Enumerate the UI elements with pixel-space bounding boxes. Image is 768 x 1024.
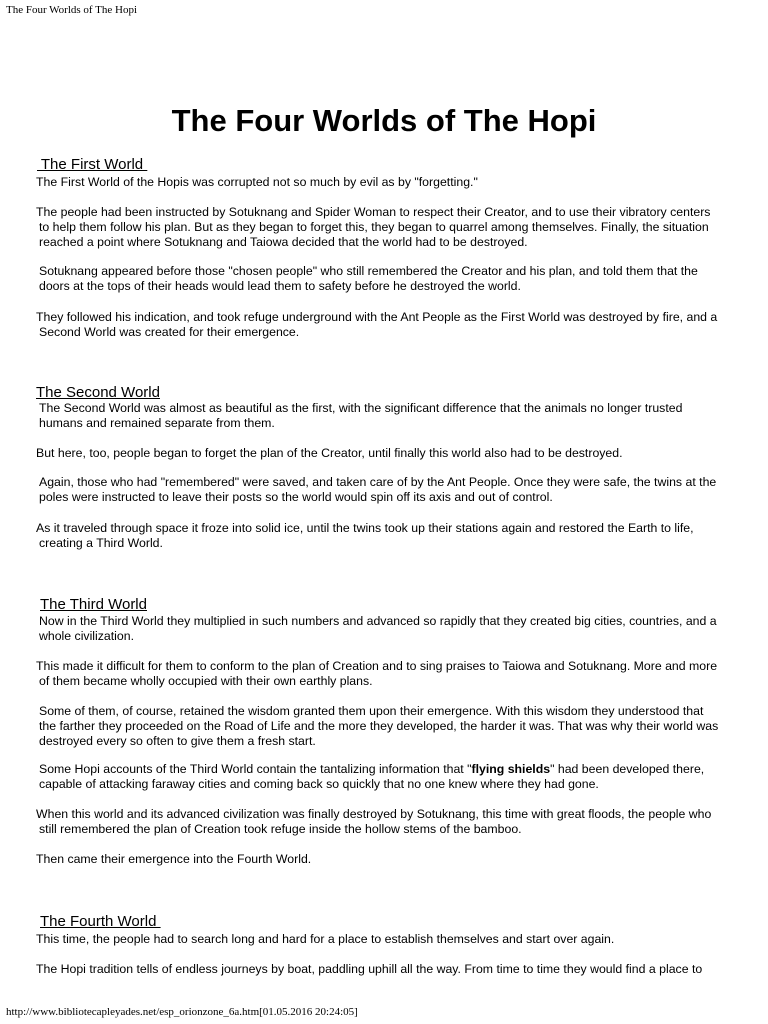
text-line: As it traveled through space it froze into solid ice, until the twins took up their stations again and restored the Earth to life, bbox=[36, 521, 694, 535]
page-url-footer: http://www.bibliotecapleyades.net/esp_orionzone_6a.htm[01.05.2016 20:24:05] bbox=[6, 1006, 358, 1018]
text-line: They followed his indication, and took refuge underground with the Ant People as the First World was destroyed by fire, and a bbox=[36, 310, 718, 324]
browser-page-header: The Four Worlds of The Hopi bbox=[6, 4, 138, 16]
text-line: to help them follow his plan. But as they began to forget this, they began to quarrel among themselves. Finally, the situation bbox=[39, 219, 709, 234]
text-line: Second World was created for their emergence. bbox=[39, 324, 300, 339]
fourth-world-p1 bbox=[36, 932, 614, 947]
heading-first-world: The First World bbox=[37, 156, 148, 173]
text-line: poles were instructed to leave their posts so the world would spin off its axis and out of control. bbox=[39, 489, 553, 504]
text-line: This time, the people had to search long and hard for a place to establish themselves and start over again. bbox=[36, 932, 615, 946]
text-line: This made it difficult for them to conform to the plan of Creation and to sing praises to Taiowa and Sotuknang. More and more bbox=[36, 659, 718, 673]
text-line: When this world and its advanced civilization was finally destroyed by Sotuknang, this time with great floods, the people who bbox=[36, 807, 712, 821]
first-world-p2 bbox=[36, 205, 710, 249]
second-world-p3 bbox=[39, 475, 716, 505]
text-line: Then came their emergence into the Fourth World. bbox=[36, 852, 312, 866]
third-world-p6 bbox=[36, 852, 311, 867]
text-line: The people had been instructed by Sotuknang and Spider Woman to respect their Creator, and to use their vibratory centers bbox=[36, 205, 711, 219]
text-line: Sotuknang appeared before those "chosen people" who still remembered the Creator and his plan, and told them that the bbox=[39, 264, 698, 278]
text-line: still remembered the plan of Creation took refuge inside the hollow stems of the bamboo. bbox=[39, 821, 522, 836]
third-world-p1 bbox=[39, 614, 717, 644]
text-line: Now in the Third World they multiplied in such numbers and advanced so rapidly that they created big cities, countries, and a bbox=[39, 614, 717, 628]
third-world-p3 bbox=[39, 704, 718, 748]
text-line: capable of attacking faraway cities and coming back so quickly that no one knew where they had gone. bbox=[39, 776, 599, 791]
text-line: doors at the tops of their heads would lead them to safety before he destroyed the world. bbox=[39, 278, 521, 293]
first-world-p3 bbox=[39, 264, 698, 294]
text-line: of them became wholly occupied with their own earthly plans. bbox=[39, 673, 373, 688]
text-line: The First World of the Hopis was corrupted not so much by evil as by "forgetting." bbox=[36, 175, 478, 189]
third-world-p4 bbox=[39, 762, 704, 792]
first-world-p1 bbox=[36, 175, 478, 190]
heading-fourth-world: The Fourth World bbox=[40, 913, 161, 930]
text-line: The Hopi tradition tells of endless journeys by boat, paddling uphill all the way. From time to time they would find a place to bbox=[36, 962, 703, 976]
text-line: Some of them, of course, retained the wisdom granted them upon their emergence. With this wisdom they understood that bbox=[39, 704, 704, 718]
text-run: Some Hopi accounts of the Third World contain the tantalizing information that " bbox=[39, 762, 472, 776]
text-line: the farther they proceeded on the Road of Life and the more they developed, the harder it was. That was why their world was bbox=[39, 718, 719, 733]
heading-second-world: The Second World bbox=[36, 384, 160, 401]
text-line: humans and remained separate from them. bbox=[39, 415, 275, 430]
text-run: " had been developed there, bbox=[550, 762, 705, 776]
flying-shields-bold: flying shields bbox=[471, 762, 551, 776]
page-title: The Four Worlds of The Hopi bbox=[171, 103, 597, 138]
heading-third-world: The Third World bbox=[40, 596, 147, 613]
text-line: The Second World was almost as beautiful as the first, with the significant difference that the animals no longer trusted bbox=[39, 401, 683, 415]
second-world-p4 bbox=[36, 521, 694, 551]
first-world-p4 bbox=[36, 310, 717, 340]
text-line: whole civilization. bbox=[39, 628, 135, 643]
text-line: But here, too, people began to forget the plan of the Creator, until finally this world also had to be destroyed. bbox=[36, 446, 623, 460]
text-line: reached a point where Sotuknang and Taiowa decided that the world had to be destroyed. bbox=[39, 234, 528, 249]
text-line: Again, those who had "remembered" were saved, and taken care of by the Ant People. Once they were safe, the twins at the bbox=[39, 475, 717, 489]
third-world-p2 bbox=[36, 659, 717, 689]
fourth-world-p2 bbox=[36, 962, 702, 977]
text-line: creating a Third World. bbox=[39, 535, 163, 550]
text-line bbox=[39, 762, 704, 777]
second-world-p1 bbox=[39, 401, 682, 431]
second-world-p2 bbox=[36, 446, 623, 461]
third-world-p5 bbox=[36, 807, 711, 837]
text-line: destroyed every so often to give them a fresh start. bbox=[39, 733, 316, 748]
